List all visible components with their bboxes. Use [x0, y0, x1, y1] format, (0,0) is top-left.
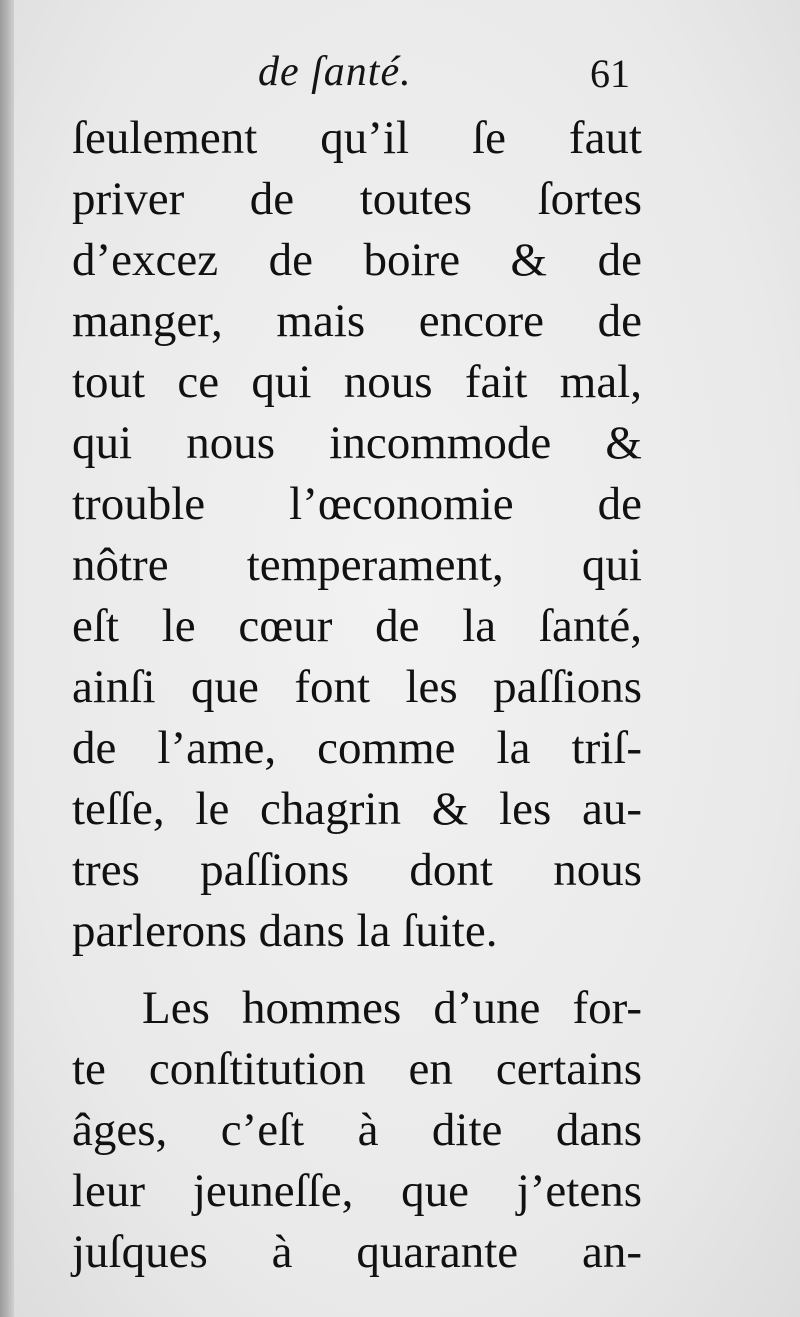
text-line: qui nous incommode &: [72, 417, 642, 469]
text-line: leur jeuneſſe, que j’etens: [72, 1165, 642, 1217]
text-line: priver de toutes ſortes: [72, 173, 642, 225]
text-line: juſques à quarante an-: [72, 1226, 642, 1278]
text-line: âges, c’eſt à dite dans: [72, 1104, 642, 1156]
text-line: d’excez de boire & de: [72, 234, 642, 286]
text-line: ſeulement qu’il ſe faut: [72, 112, 642, 164]
text-line: eſt le cœur de la ſanté,: [72, 600, 642, 652]
page-number: 61: [590, 51, 630, 96]
paragraph: [72, 978, 642, 1283]
text-line: Les hommes d’une for-: [142, 982, 642, 1034]
text-line: tout ce qui nous fait mal,: [72, 356, 642, 408]
text-line: trouble l’œconomie de: [72, 478, 642, 530]
text-line: manger, mais encore de: [72, 295, 642, 347]
text-line: parlerons dans la ſuite.: [72, 905, 498, 957]
paragraph-gap: [72, 962, 642, 978]
paragraph: [72, 108, 642, 962]
text-line: teſſe, le chagrin & les au-: [72, 783, 642, 835]
page-gutter-edge: [0, 0, 14, 1317]
text-line: te conſtitution en certains: [72, 1043, 642, 1095]
text-line: nôtre temperament, qui: [72, 539, 642, 591]
text-line: tres paſſions dont nous: [72, 844, 642, 896]
running-head: de ſanté.: [258, 49, 412, 95]
text-line: de l’ame, comme la triſ-: [72, 722, 642, 774]
text-line: ainſi que font les paſſions: [72, 661, 642, 713]
body-text: [72, 108, 642, 1283]
